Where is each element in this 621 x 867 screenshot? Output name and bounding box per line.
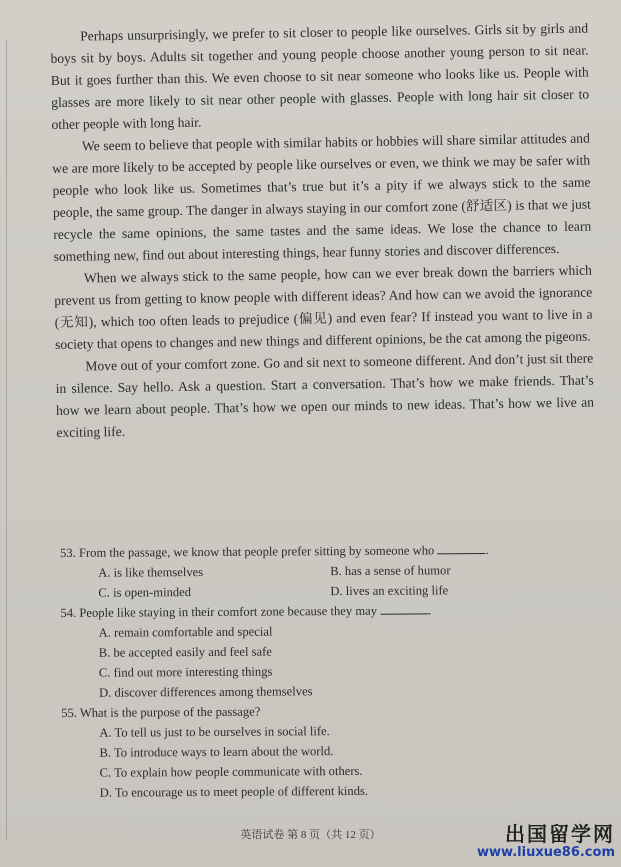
page-fold-line (6, 40, 7, 840)
option-group (98, 559, 580, 602)
watermark-url: www.liuxue86.com (477, 845, 615, 860)
answer-blank (437, 541, 485, 554)
question-55 (61, 699, 582, 803)
page-footer: 英语试卷 第 8 页（共 12 页） (240, 829, 381, 841)
option-c: C. find out more interesting things (98, 664, 273, 680)
question-tail: . (428, 603, 432, 618)
question-tail: . (485, 543, 489, 558)
answer-blank (380, 601, 428, 614)
question-list (60, 539, 582, 803)
option-b: B. has a sense of humor (330, 563, 451, 579)
reading-passage (50, 18, 594, 444)
site-watermark (477, 823, 615, 861)
option-a: A. To tell us just to be ourselves in social life. (99, 724, 330, 740)
option-d: D. discover differences among themselves (98, 684, 313, 700)
passage-paragraph-3: When we always stick to the same people, how can we ever break down the barriers which prevent us from getting to know people with different ideas? And how can we avoid the ignorance (无知), which too often leads to prejudice (偏见) and even fear? If instead you want to live in a society that opens to changes and new things and different opinions, be the cat among the pigeons. (54, 262, 593, 352)
question-stem: 54. People like staying in their comfort zone because they may (60, 603, 378, 620)
question-stem: 53. From the passage, we know that people prefer sitting by someone who (60, 543, 435, 560)
passage-paragraph-2: We seem to believe that people with similar habits or hobbies will share similar attitudes and we are more likely to be accepted by people like ourselves or even, we think we may be safer with people who look like us. Sometimes that’s true but it’s a pity if we always stick to the same people, the same group. The danger in always staying in our comfort zone (舒适区) is that we just recycle the same opinions, the same tastes and the same ideas. We lose the chance to learn something new, find out about interesting things, hear funny stories and discover differences. (52, 130, 592, 264)
option-d: D. lives an exciting life (330, 583, 449, 599)
option-a: A. remain comfortable and special (98, 624, 273, 640)
option-c: C. To explain how people communicate with others. (99, 763, 363, 780)
question-54 (60, 599, 581, 703)
option-b: B. be accepted easily and feel safe (98, 644, 272, 660)
passage-paragraph-1: Perhaps unsurprisingly, we prefer to sit closer to people like ourselves. Girls sit by girls and boys sit by boys. Adults sit together and young people choose another young person to sit near. But it goes further than this. We even choose to sit near someone who looks like us. People with glasses are more likely to sit near other people with glasses. People with long hair sit closer to other people with long hair. (50, 20, 590, 132)
watermark-title: 出国留学网 (505, 822, 615, 846)
question-53 (60, 539, 580, 603)
option-d: D. To encourage us to meet people of different kinds. (99, 783, 369, 800)
passage-paragraph-4: Move out of your comfort zone. Go and sit next to someone different. And don’t just sit there in silence. Say hello. Ask a question. Start a conversation. That’s how we make friends. That’s how we learn about people. That’s how we open our minds to new ideas. That’s how we live an exciting life. (55, 350, 595, 440)
option-a: A. is like themselves (98, 565, 204, 580)
option-b: B. To introduce ways to learn about the world. (99, 744, 334, 760)
option-c: C. is open-minded (98, 585, 192, 600)
question-stem: 55. What is the purpose of the passage? (61, 704, 261, 720)
option-group (99, 719, 582, 802)
option-group (99, 619, 582, 702)
